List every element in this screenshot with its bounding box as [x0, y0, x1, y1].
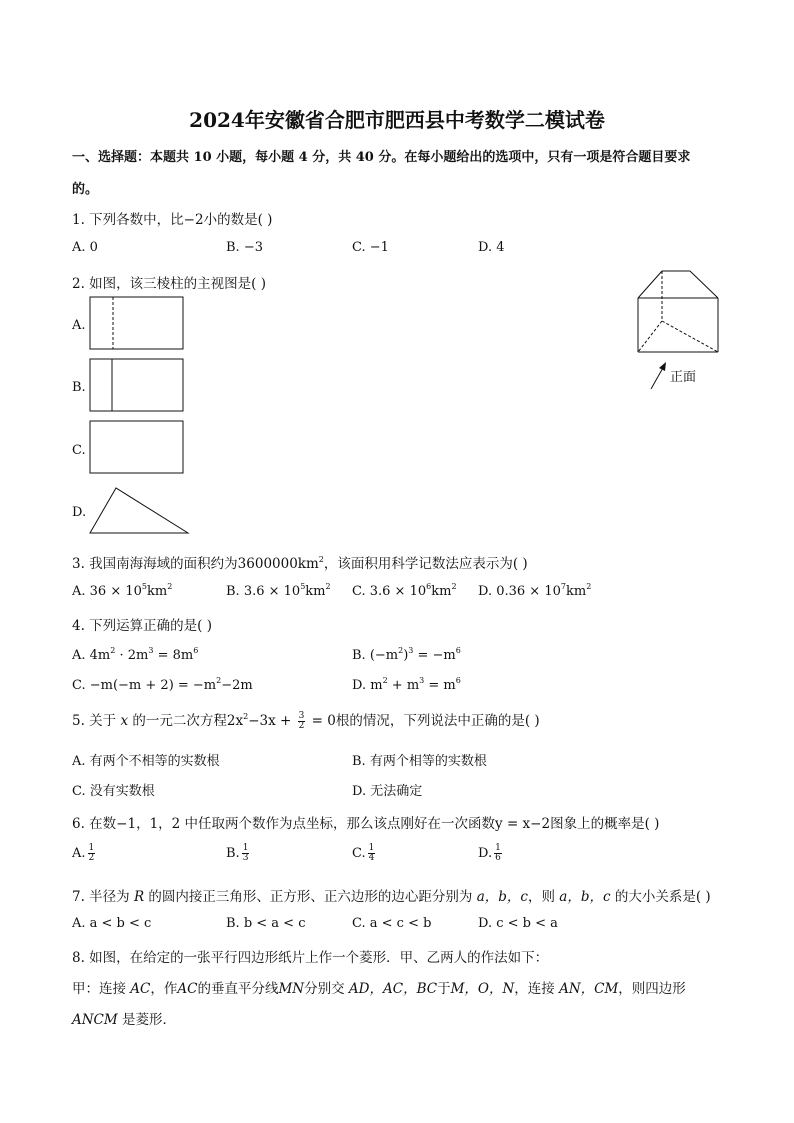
- question-8-stem: 8. 如图，在给定的一张平行四边形纸片上作一个菱形．甲、乙两人的作法如下：: [72, 950, 549, 966]
- q5-option-b: B. 有两个相等的实数根: [352, 754, 487, 769]
- question-4-stem: 4. 下列运算正确的是( ): [72, 618, 212, 634]
- page-title: 2024年安徽省合肥市肥西县中考数学二模试卷: [189, 108, 605, 132]
- q2-option-c-label: C.: [72, 443, 86, 458]
- q1-option-a: A. 0: [72, 240, 98, 255]
- q6-option-a: A. $\frac{1}{2}$: [72, 843, 95, 863]
- q5-option-a: A. 有两个不相等的实数根: [72, 754, 220, 769]
- question-7-stem: 7. 半径为 R 的圆内接正三角形、正方形、正六边形的边心距分别为 a，b，c，则 a，b，c 的大小关系是( ): [72, 889, 711, 905]
- question-5-stem: 5. 关于 x 的一元二次方程$2x^2-3x$ + $\frac{3}{2}$ = 0根的情况，下列说法中正确的是( ): [72, 711, 540, 731]
- fraction-three-halves: $\frac{3}{2}$: [298, 711, 305, 731]
- question-1-stem: 1. 下列各数中，比−2小的数是( ): [72, 212, 273, 228]
- section-header-line2: 的。: [72, 182, 99, 197]
- q3-option-d: D. $0.36 \times 10^7km^2$: [478, 582, 592, 599]
- q1-option-c: C. −1: [352, 240, 389, 255]
- question-8-method-jia-line2: ANCM 是菱形．: [72, 1012, 177, 1028]
- q5-option-d: D. 无法确定: [352, 784, 423, 799]
- section-header-line1: 一、选择题：本题共 10 小题，每小题 4 分，共 40 分。在每小题给出的选项中，只有一项是符合题目要求: [72, 150, 691, 165]
- q2-option-b-label: B.: [72, 380, 86, 395]
- question-8-method-jia-line1: 甲：连接 AC，作AC的垂直平分线MN分别交 AD，AC，BC于M，O，N，连接 AN，CM，则四边形: [72, 981, 686, 997]
- arrow-icon: [651, 362, 666, 389]
- q2-option-a-label: A.: [72, 318, 86, 333]
- q3-option-a: A. $36 \times 10^5km^2$: [72, 582, 173, 599]
- question-6-stem: 6. 在数−1，1，2 中任取两个数作为点坐标，那么该点刚好在一次函数y = x−2图象上的概率是( ): [72, 816, 660, 832]
- q7-option-a: A. a < b < c: [72, 916, 152, 931]
- q7-option-d: D. c < b < a: [478, 916, 558, 931]
- q6-option-c: C. $\frac{1}{4}$: [352, 843, 375, 863]
- q6-option-b: B. $\frac{1}{3}$: [226, 843, 249, 863]
- question-3-stem: 3. 我国南海海域的面积约为$3600000km^2$，该面积用科学记数法应表示为( ): [72, 555, 528, 572]
- front-view-label: 正面: [670, 370, 697, 385]
- q3-option-b: B. $3.6 \times 10^5km^2$: [226, 582, 331, 599]
- q4-option-a: A. $4m^2 \cdot 2m^3 = 8m^6$: [72, 646, 199, 663]
- question-2-stem: 2. 如图，该三棱柱的主视图是( ): [72, 276, 266, 292]
- q1-option-b: B. −3: [226, 240, 263, 255]
- q3-option-c: C. $3.6 \times 10^6km^2$: [352, 582, 457, 599]
- q4-option-b: B. $(-m^2)^3 = -m^6$: [352, 646, 461, 663]
- q4-option-d: D. $m^2 + m^3 = m^6$: [352, 676, 461, 693]
- q2-option-d-label: D.: [72, 505, 87, 520]
- q6-option-d: D. $\frac{1}{6}$: [478, 843, 501, 863]
- q7-option-b: B. b < a < c: [226, 916, 306, 931]
- q5-option-c: C. 没有实数根: [72, 784, 155, 799]
- q4-option-c: C. $-m(-m + 2) = -m^2-2m$: [72, 676, 253, 693]
- q7-option-c: C. a < c < b: [352, 916, 432, 931]
- q1-option-d: D. 4: [478, 240, 505, 255]
